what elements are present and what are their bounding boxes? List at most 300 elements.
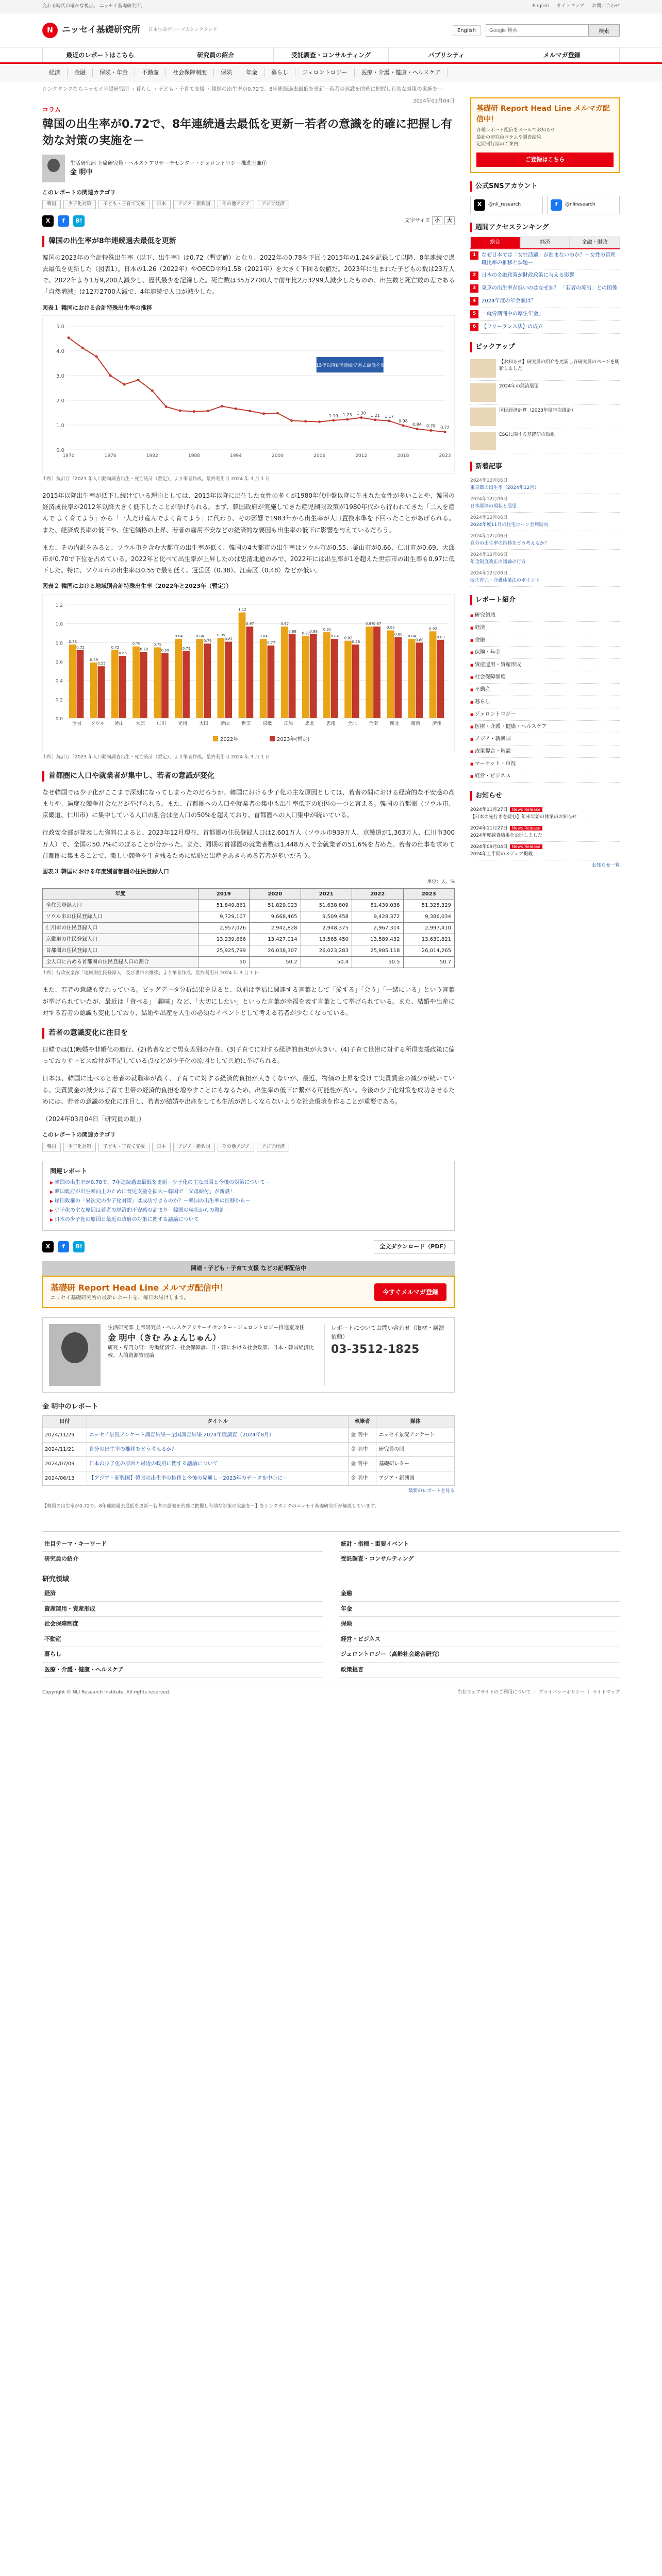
notice-title: 2024年度調査結果を公開しました [470,833,542,838]
x-share-icon[interactable]: X [42,215,54,227]
table-cell: 9,386,034 [403,911,455,922]
bar-value-label: 0.97 [365,622,374,626]
top-link-contact[interactable]: お問い合わせ [591,4,620,9]
notice-list [470,805,620,860]
table-header-cell: 2019 [198,888,249,900]
report-row[interactable] [43,1471,455,1485]
footer-link[interactable]: 注目テーマ・キーワード [42,1537,323,1552]
data-point [360,416,362,419]
data-point [137,379,140,381]
x-tick-label: 1982 [146,453,158,459]
legend-label: 2023年(暫定) [277,736,310,742]
hatena-share-icon[interactable]: B! [73,1241,85,1252]
gnav-publicity[interactable]: パブリシティ [388,47,504,62]
figure1-chart [42,315,455,474]
table-cell: 50.5 [352,956,403,968]
rank-item[interactable] [470,308,620,321]
categories-heading-bottom: このレポートの関連カテゴリ [42,1131,116,1139]
column-label: コラム [42,106,61,113]
figure3-unit: 単位：人、% [427,879,455,885]
bar-value-label: 0.84 [174,634,183,638]
data-point [416,428,418,430]
data-point [402,424,404,427]
subnav-healthcare[interactable]: 医療・介護・健康・ヘルスケア [355,69,448,77]
x-tick-label: 全南 [369,721,378,726]
pickup-title: 【お知らせ】研究員の紹介を更新し各研究員のページを刷新しました [499,359,620,371]
news-item[interactable] [470,531,620,550]
rank-item[interactable] [470,269,620,282]
figure2-source: 出所）統計庁「2023 年人口動向調査出生・死亡統計（暫定）」より筆者作成。最終利用日 2024 年 3 月 1 日 [42,755,270,760]
table-cell: 25,925,799 [198,945,249,956]
subnav-pension[interactable]: 年金 [239,69,264,77]
table-cell: 2,948,375 [301,922,352,934]
reports-header-row [43,1415,455,1428]
table-header-cell: 年度 [43,888,198,900]
related-link[interactable]: ▶ 岸田政権の「異次元の少子化対策」は成功できるのか？－韓国の出生率の推移から－ [50,1197,447,1205]
category-heading: レポート紹介 [470,595,620,605]
author-block [42,155,455,182]
tag-korea[interactable]: 韓国 [42,1143,61,1152]
footer-small-link[interactable]: 当社ウェブサイトのご利用について [457,1690,531,1696]
table-header-cell: 2021 [301,888,352,900]
english-button[interactable]: English [453,25,481,36]
table-cell: 51,829,023 [250,900,301,911]
bar [225,641,232,718]
legend-swatch [270,736,275,741]
subnav-finance[interactable]: 金融 [68,69,93,77]
paragraph-3: また、その内訳をみると、ソウル市を含む大都市の出生率が低く、韓国の4大都市の出生率はソウル市が0.55、釜山市が0.66、仁川市が0.69、大邱市が0.70で下位を占めている。2022年と比べて出生率が上昇したのは忠清北道のみで、2022年には出生率が1を超えた世宗市の出生率も0.97に低下した。特に、ソウル市の出生率は0.55で最も低く、冠岳区（0.38）、江南区（0.48）などが低い。 [42,544,455,574]
news-title: 改正育児・介護休業法のポイント [470,578,540,583]
subnav-economy[interactable]: 経済 [42,69,68,77]
bar-value-label: 0.84 [259,634,268,638]
news-date: 2024年12月06日 [470,552,508,557]
table-cell: 9,428,372 [352,911,403,922]
news-item[interactable] [470,513,620,531]
rank-item[interactable] [470,295,620,308]
gnav-consulting[interactable]: 受託調査・コンサルティング [273,47,389,62]
data-point [95,355,98,358]
notice-title: 2024年上半期のメディア掲載 [470,851,533,857]
subnav-insurance[interactable]: 保険 [214,69,239,77]
pickup-item[interactable] [470,357,620,381]
gnav-mailmag[interactable]: メルマガ登録 [504,47,620,62]
footer-field[interactable]: 社会保障制度 [42,1617,323,1632]
pdf-download-button[interactable]: 全文ダウンロード（PDF） [374,1240,455,1254]
share-bar-bottom [42,1240,455,1254]
footer-field[interactable]: 金融 [339,1586,620,1602]
paragraph-7: 日韓では(1)晩婚や非婚化の進行、(2)若者などで男女差別の存在、(3)子育てに対する経済的負担が大きい、(4)子育て世帯に対する所得支援政策に偏っておりサービス給付が不足している点などが少子化の原因として共通に挙げられる。 [42,1046,455,1065]
report-row[interactable] [43,1442,455,1456]
tag-childcare[interactable]: 子ども・子育て支援 [98,200,150,209]
footer-field[interactable]: 保険 [339,1617,620,1632]
table-cell: 25,985,118 [352,945,403,956]
notice-item[interactable] [470,805,620,823]
tag-other-asia[interactable]: その他アジア [218,1143,255,1152]
hatena-share-icon[interactable]: B! [73,215,85,227]
tag-asia[interactable]: アジア・新興国 [173,200,215,209]
x-tick-label: 大邱 [135,721,145,726]
data-point [332,419,335,421]
breadcrumb-current: 韓国の出生率が0.72で、8年連続過去最低を更新－若者の意識を的確に把握し有効な対策の実施を－ [211,87,443,92]
report-cell: ニッセイ景況アンケート [376,1428,455,1442]
data-point [318,420,321,423]
report-cell[interactable]: 日本の少子化の原因と最近の政府に関する議論について [87,1456,348,1471]
related-reports [42,1161,455,1231]
top-link-english[interactable]: English [532,4,550,9]
category-item[interactable]: ■ アジア・新興国 [470,733,620,745]
table-header-cell: 2023 [403,888,455,900]
bar [310,634,317,718]
pickup-thumbnail [470,383,496,402]
footer [42,1531,620,1701]
category-item[interactable]: ■ 社会保障制度 [470,671,620,684]
side-register-button[interactable]: ご登録はこちら [476,152,614,167]
data-label: 0.98 [398,418,408,423]
table-cell: 51,849,861 [198,900,249,911]
mailmag-banner[interactable] [42,1276,455,1308]
bar [77,650,84,718]
footer-field[interactable]: 医療・介護・健康・ヘルスケア [42,1663,323,1678]
population-table [42,888,455,968]
table-cell: 13,427,014 [250,934,301,945]
report-cell[interactable]: 自分の出生率の推移をどう考えるか？ [87,1442,348,1456]
y-tick-label: 3.0 [56,374,64,380]
phone-number[interactable]: 03-3512-1825 [331,1343,420,1357]
footer-field[interactable]: 不動産 [42,1632,323,1648]
gnav-researchers[interactable]: 研究員の紹介 [158,47,273,62]
figure1-source: 出所）統計庁「2023 年人口動向調査出生・死亡統計（暫定）」より筆者作成。最終利用日 2024 年 3 月 1 日 [42,476,270,482]
news-date: 2024年12月06日 [470,571,508,576]
logo-mark-icon: N [42,23,58,38]
facebook-share-icon[interactable]: f [58,215,69,227]
data-point [346,418,349,420]
figure3-title: 図表３ 韓国における年度別首都圏の住民登録人口 [42,868,169,875]
tag-birthrate[interactable]: 少子化対策 [63,1143,96,1152]
site-search [486,24,620,37]
sns-x[interactable] [470,196,543,214]
table-row [43,900,455,911]
table-cell: 京畿道の住民登録人口 [43,934,198,945]
footer-small-link[interactable]: サイトマップ [592,1690,620,1696]
data-label: 1.21 [370,413,380,418]
pickup-heading: ピックアップ [470,342,620,352]
paragraph-4: なぜ韓国では少子化がここまで深刻になってしまったのだろうか。韓国における少子化の主な原因としては、若者の間における経済的な不安感の高まりや、過度な競争社会などが挙げられる。また、首都圏への人口や就業者の集中も出生率低下の原因の一つと言える。韓国の首都圏（ソウル市、京畿道、仁川市）に集中している人口の割合は全人口の50%を超えており、首都圏への人口集中が続いている。 [42,788,455,819]
news-list [470,476,620,587]
bar-value-label: 0.93 [387,625,395,630]
bar-value-label: 0.97 [246,622,254,626]
x-tick-label: 2012 [355,453,368,459]
rank-number: 3 [470,284,478,293]
rank-number: 2 [470,272,478,280]
category-item[interactable]: ■ 経営・ビジネス [470,770,620,783]
site-logo[interactable] [42,23,217,38]
footer-link[interactable]: 研究員の紹介 [42,1552,323,1567]
bar [352,645,359,718]
report-row[interactable] [43,1428,455,1442]
news-item[interactable] [470,476,620,494]
category-item[interactable]: ■ 政策提言・解説 [470,745,620,758]
x-tick-label: ソウル [91,721,105,726]
rank-item[interactable] [470,321,620,334]
report-cell: 金 明中 [349,1456,376,1471]
pickup-item[interactable] [470,405,620,429]
font-small-button[interactable]: 小 [432,216,442,225]
tag-asia[interactable]: アジア・新興国 [173,1143,215,1152]
table-cell: 13,565,450 [301,934,352,945]
news-title: 日本経済の現状と展望 [470,503,517,509]
data-point [249,410,251,412]
paragraph-9: （2024年03月04日「研究員の眼」） [42,1115,145,1123]
bar [344,641,352,718]
paragraph-2: 2015年以降出生率が低下し続けている理由としては、2015年以降に出生した女性の多くが1980年代中盤以降に生まれた女性が多いことや、韓国の経済成長率が2012年以降大きく低下したことが挙げられる。まず、韓国政府が実施してきた産児制限政策が1980年代から行われてきた「二人を産んで よく育てよう」から「一人だけ産んでよく育てよう」に代わり、その影響で1983年から出生率が人口置換水準を下回ったことがあげられる。また、経済成長率の低下や、住宅価格の上昇、若者の雇用不安などの経済的な要因も出生率の低下に影響を与えているだろう。 [42,492,455,534]
category-item[interactable]: ■ 金融 [470,634,620,647]
main-article [42,97,455,1519]
tag-birthrate[interactable]: 少子化対策 [63,200,96,209]
related-link[interactable]: ▶ 少子化の主な原因は若者の経済的不安感の高まり－韓国の現状からの教訓－ [50,1207,447,1214]
subnav-realestate[interactable]: 不動産 [135,69,166,77]
mailmag-title: 基礎研 Report Head Line メルマガ配信中！ [51,1283,228,1293]
rank-tab-all[interactable]: 総合 [470,236,520,248]
breadcrumb: シンクタンクならニッセイ基礎研究所 › 暮らし › 子ども・子育て支援 › 韓国の出生率が0.72で、8年連続過去最低を更新－若者の意識を的確に把握し有効な対策の実施を－ [42,87,443,92]
search-button[interactable]: 検索 [589,24,620,37]
category-item[interactable]: ■ 医療・介護・健康・ヘルスケア [470,721,620,733]
categories-heading: このレポートの関連カテゴリ [42,189,116,196]
related-link[interactable]: ▶ 韓国の出生率が0.78で、7年連続過去最低を更新－少子化の主な原因と今後の対策について－ [50,1179,447,1187]
notice-badge: News Release [510,826,542,831]
table-cell: ソウル市の住民登録人口 [43,911,198,922]
news-title: 自分の出生率の推移をどう考えるか？ [470,540,550,546]
breadcrumb-childcare[interactable]: 子ども・子育て支援 [158,87,205,92]
y-tick-label: 0.0 [56,448,64,454]
footer-field[interactable]: 経済 [42,1586,323,1602]
footer-field[interactable]: 年金 [339,1602,620,1617]
table-cell: 51,638,809 [301,900,352,911]
bar [204,643,211,718]
related-link[interactable]: ▶ 日本の少子化の原因と最近の政府の対策に関する議論について [50,1216,447,1224]
bar-value-label: 0.97 [373,622,382,626]
more-reports-link[interactable]: 最新のレポートを見る [408,1488,455,1494]
footer-link[interactable]: 受託調査・コンサルティング [339,1552,620,1567]
author-name[interactable]: 金 明中 [70,168,93,176]
category-tags-bottom [42,1143,455,1152]
gnav-latest[interactable]: 最近のレポートはこちら [42,47,158,62]
bar [196,639,203,718]
bar [302,636,309,718]
category-item[interactable]: ■ マーケット・市況 [470,758,620,770]
rank-tab-economy[interactable]: 経済 [520,236,570,248]
category-item[interactable]: ■ 保険・年金 [470,647,620,659]
category-item[interactable]: ■ ジェロントロジー [470,708,620,721]
author-profile [42,1317,455,1393]
bar [289,634,296,718]
bar-value-label: 0.83 [437,635,445,639]
report-cell[interactable]: 【アジア・新興国】韓国の出生率の推移と今後の見通し－2023年のデータを中心に－ [87,1471,348,1485]
footer-link[interactable]: 統計・指標・重要イベント [339,1537,620,1552]
related-heading: 関連レポート [50,1167,88,1175]
notice-badge: News Release [510,807,542,812]
bar-value-label: 0.89 [309,629,318,634]
table-cell: 13,630,821 [403,934,455,945]
side-banner-title: 基礎研 Report Head Line メルマガ配信中！ [476,105,610,124]
notice-more-link[interactable]: お知らせ一覧 [592,863,620,868]
footer-field[interactable]: ジェロントロジー（高齢社会総合研究） [339,1647,620,1663]
x-tick-label: 光州 [178,721,188,726]
bar [260,639,267,718]
figure1-title: 図表１ 韓国における合計特殊出生率の推移 [42,304,152,311]
x-tick-label: 1970 [62,453,75,459]
x-tick-label: 1994 [229,453,242,459]
breadcrumb-home[interactable]: シンクタンクならニッセイ基礎研究所 [42,87,129,92]
tag-childcare[interactable]: 子ども・子育て支援 [98,1143,150,1152]
bar-value-label: 0.84 [408,634,416,638]
category-item[interactable]: ■ 暮らし [470,696,620,708]
table-row [43,934,455,945]
mailmag-register-button[interactable]: 今すぐメルマガ登録 [374,1283,446,1301]
table-header-cell: 2022 [352,888,403,900]
bar-value-label: 0.91 [323,628,332,632]
x-tick-label: 2023 [439,453,451,459]
breadcrumb-life[interactable]: 暮らし [136,87,152,92]
footer-small-link[interactable]: プライバシーポリシー [538,1690,585,1696]
subnav-social-security[interactable]: 社会保障制度 [166,69,214,77]
x-share-icon[interactable]: X [42,1241,54,1252]
footer-field[interactable]: 資産運用・資産形成 [42,1602,323,1617]
footer-field[interactable]: 経営・ビジネス [339,1632,620,1648]
footer-field[interactable]: 政策提言 [339,1663,620,1678]
category-item[interactable]: ■ 研究領域 [470,609,620,622]
sns-heading: 公式SNSアカウント [470,181,620,192]
bar [183,651,190,718]
bar-value-label: 0.92 [429,626,437,631]
profile-role: 生活研究部 上席研究員・ヘルスケアリサーチセンター・ジェロントロジー推進室兼任 [108,1325,305,1331]
tag-asia-economy[interactable]: アジア経済 [257,1143,289,1152]
table-cell: 26,023,283 [301,945,352,956]
y-tick-label: 0.4 [55,679,63,684]
pickup-thumbnail [470,359,496,378]
news-item[interactable] [470,494,620,513]
notice-date: 2024年11月27日 [470,807,508,812]
tag-korea[interactable]: 韓国 [42,200,61,209]
top-links [526,3,620,10]
notice-item[interactable] [470,842,620,860]
data-label: 1.23 [342,412,352,417]
report-cell: アジア・新興国 [376,1471,455,1485]
reports-header-cell: 媒体 [376,1415,455,1428]
rank-title: なぜ日本では「女性活躍」が進まないのか？－女性の管理職比率の推移と課題－ [482,252,616,266]
rank-tab-finance[interactable]: 金融・財政 [570,236,620,248]
rank-item[interactable] [470,282,620,295]
y-tick-label: 0.0 [55,716,63,722]
subnav-insurance-pension[interactable]: 保険・年金 [93,69,135,77]
bar [246,626,253,718]
pickup-item[interactable] [470,381,620,405]
author-photo [42,155,65,182]
category-item[interactable]: ■ 不動産 [470,684,620,696]
data-point [179,410,181,412]
y-tick-label: 1.0 [56,423,64,429]
bar-value-label: 0.97 [280,622,289,626]
facebook-share-icon[interactable]: f [58,1241,69,1252]
paragraph-5: 行政安全部が発表した資料によると、2023年12月現在、首都圏の住民登録人口は2,601万人（ソウル市939万人、京畿道が1,363万人、仁川市300万人）で、全国の50.7%にのぼることが分かった。また、同期の首都圏の就業者数は1,448万人で全就業者の51.6%を占めた。若者の仕事を求めて首都圏に集まることで、激しい競争を生き残るために結婚と出産をあきらめる若者が多いだろう。 [42,829,455,859]
top-link-sitemap[interactable]: サイトマップ [557,4,585,9]
ranking-tabs [470,236,620,249]
sns-facebook[interactable] [547,196,620,214]
footer-field[interactable]: 暮らし [42,1647,323,1663]
news-heading: 新着記事 [470,462,620,472]
copyright-bar: Copyright © NLI Research Institute. All rights reserved. 当社ウェブサイトのご利用について ｜ プライバシーポリシー ｜ サイトマップ [42,1685,620,1701]
rank-title: 2024年度の年金額は？ [482,298,536,304]
news-item[interactable] [470,550,620,568]
report-row[interactable] [43,1456,455,1471]
x-icon: X [474,199,485,211]
table-row [43,956,455,968]
category-item[interactable]: ■ 資産運用・資産形成 [470,659,620,671]
pickup-item[interactable] [470,429,620,453]
rank-title: 東京の出生率が低いのはなぜか？ 「若者の流出」との関係 [482,285,618,291]
table-cell: 仁川市の住民登録人口 [43,922,198,934]
side-mailmag-banner[interactable] [470,97,620,173]
bar [281,626,288,718]
bar [408,639,416,718]
table-cell: 9,668,465 [250,911,301,922]
bar-value-label: 0.70 [140,647,148,652]
subnav-gerontology[interactable]: ジェロントロジー [295,69,355,77]
notice-item[interactable] [470,823,620,842]
news-title: 年金制度改正の議論の行方 [470,559,526,565]
data-label: 0.84 [412,422,422,427]
bar [69,645,76,718]
tag-japan[interactable]: 日本 [152,200,171,209]
tag-other-asia[interactable]: その他アジア [218,200,255,209]
table-cell: 首都圏の住民登録人口 [43,945,198,956]
news-item[interactable] [470,568,620,587]
pickup-thumbnail [470,432,496,450]
bar-value-label: 0.86 [394,632,403,637]
data-point [388,419,390,422]
category-item[interactable]: ■ 経済 [470,622,620,634]
x-tick-label: 2000 [272,453,284,459]
figure2-title: 図表２ 韓国における地域別合計特殊出生率（2022年と2023年（暫定）） [42,583,232,590]
report-cell: 基礎研レター [376,1456,455,1471]
bar-value-label: 0.81 [224,637,233,641]
font-size-label: 文字サイズ [404,218,430,224]
profile-name[interactable]: 金 明中（きむ みょんじゅん） [108,1333,221,1343]
news-date: 2024年12月06日 [470,534,508,539]
y-tick-label: 0.8 [55,641,63,647]
bar [239,613,246,718]
subnav-life[interactable]: 暮らし [264,69,295,77]
related-link[interactable]: ▶ 韓国政府が出生率向上のために育児支援を拡大－韓国で「父母給付」が新設！ [50,1188,447,1196]
rank-item[interactable] [470,249,620,269]
search-input[interactable] [486,24,589,37]
bar-value-label: 0.69 [161,648,170,653]
tag-japan[interactable]: 日本 [152,1143,171,1152]
rank-title: 【フリーランス法】の成立 [482,324,543,330]
bar-value-label: 0.71 [182,646,191,651]
rank-number: 5 [470,310,478,318]
logo-subtitle: 日本生命グループのシンクタンク [148,27,218,33]
bar [394,637,402,718]
contact-heading[interactable]: レポートについてお問い合わせ（取材・講演依頼） [331,1325,444,1340]
font-large-button[interactable]: 大 [444,216,455,225]
author-role: 生活研究部 上席研究員・ヘルスケアリサーチセンター・ジェロントロジー推進室兼任 [70,160,267,166]
topic-banner[interactable]: 関連・子ども・子育て支援 などの記事配信中 [42,1261,455,1276]
report-cell[interactable]: ニッセイ景況アンケート調査結果－全国調査結果 2024年度調査（2024年8月） [87,1428,348,1442]
table-cell: 26,038,307 [250,945,301,956]
bar [437,640,444,718]
tag-asia-economy[interactable]: アジア経済 [257,200,289,209]
x-tick-label: 2018 [397,453,409,459]
